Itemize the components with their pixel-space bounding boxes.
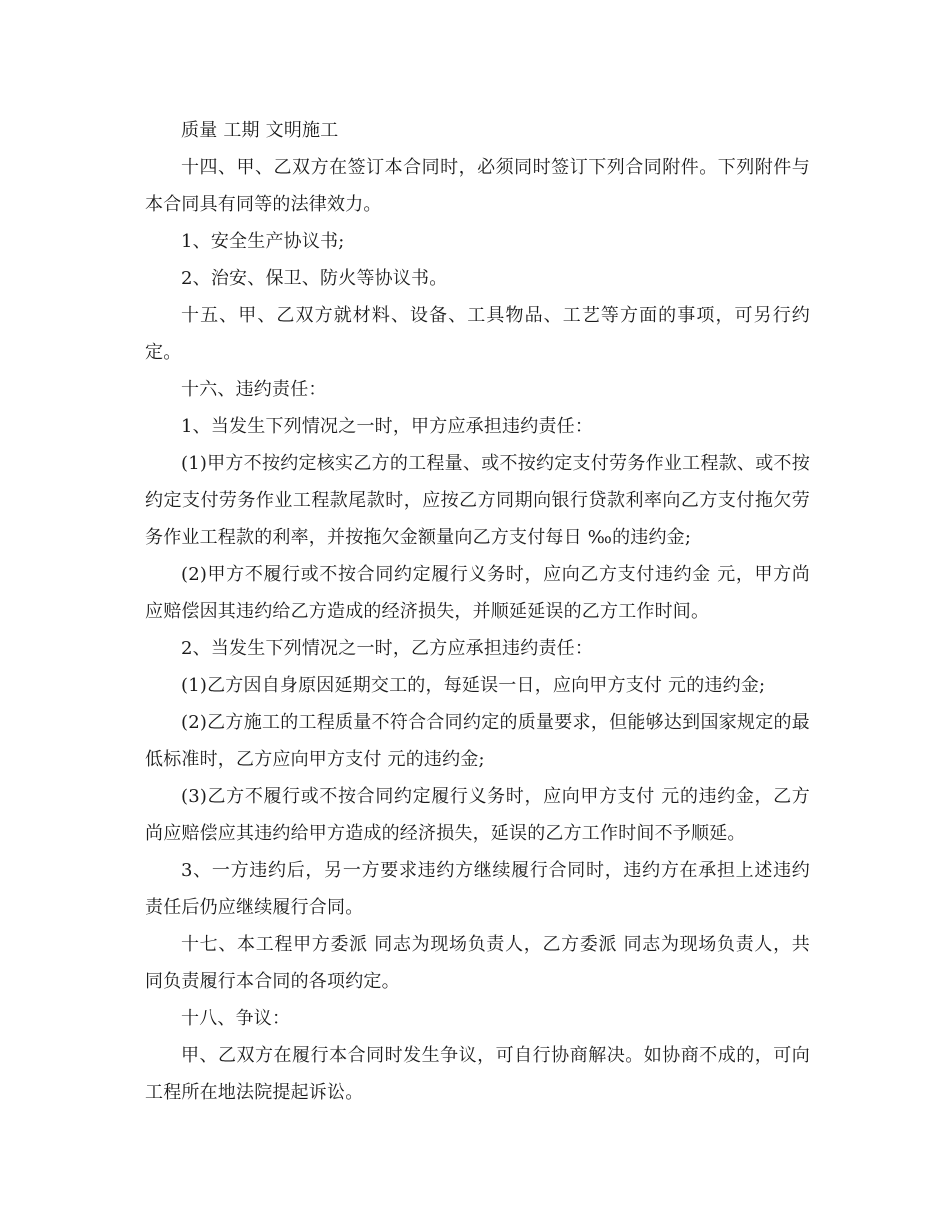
- paragraph-clause-18-heading: 十八、争议：: [181, 1008, 291, 1029]
- paragraph-clause-17: 十七、本工程甲方委派 同志为现场负责人，乙方委派 同志为现场负责人，共同负责履行本合同的各项约定。: [145, 934, 810, 992]
- paragraph-annex-2: 2、治安、保卫、防火等协议书。: [181, 268, 448, 289]
- paragraph-clause-14: 十四、甲、乙双方在签订本合同时，必须同时签订下列合同附件。下列附件与本合同具有同等的法律效力。: [145, 157, 810, 215]
- paragraph-party-b-item-1: (1)乙方因自身原因延期交工的，每延误一日，应向甲方支付 元的违约金;: [181, 675, 766, 696]
- paragraph-clause-15: 十五、甲、乙双方就材料、设备、工具物品、工艺等方面的事项，可另行约定。: [145, 305, 810, 363]
- paragraph-dispute-resolution: 甲、乙双方在履行本合同时发生争议，可自行协商解决。如协商不成的，可向工程所在地法院提起诉讼。: [145, 1045, 810, 1103]
- paragraph-party-b-liability: 2、当发生下列情况之一时，乙方应承担违约责任：: [181, 638, 594, 659]
- paragraph-party-a-item-1: (1)甲方不按约定核实乙方的工程量、或不按约定支付劳务作业工程款、或不按约定支付劳务作业工程款尾款时，应按乙方同期向银行贷款利率向乙方支付拖欠劳务作业工程款的利率，并按拖欠金额量向乙方支付每日 ‰的违约金;: [145, 453, 810, 548]
- paragraph-party-b-item-3: (3)乙方不履行或不按合同约定履行义务时，应向甲方支付 元的违约金，乙方尚应赔偿应其违约给甲方造成的经济损失，延误的乙方工作时间不予顺延。: [145, 786, 810, 844]
- paragraph-party-a-liability: 1、当发生下列情况之一时，甲方应承担违约责任：: [181, 416, 594, 437]
- paragraph-quality-schedule: 质量 工期 文明施工: [181, 120, 339, 141]
- paragraph-continue-performance: 3、一方违约后，另一方要求违约方继续履行合同时，违约方在承担上述违约责任后仍应继续履行合同。: [145, 860, 810, 918]
- document-body: [145, 112, 810, 1111]
- paragraph-clause-16-heading: 十六、违约责任：: [181, 379, 327, 400]
- paragraph-party-a-item-2: (2)甲方不履行或不按合同约定履行义务时，应向乙方支付违约金 元，甲方尚应赔偿因其违约给乙方造成的经济损失，并顺延延误的乙方工作时间。: [145, 564, 810, 622]
- paragraph-party-b-item-2: (2)乙方施工的工程质量不符合合同约定的质量要求，但能够达到国家规定的最低标准时，乙方应向甲方支付 元的违约金;: [145, 712, 810, 770]
- paragraph-annex-1: 1、安全生产协议书;: [181, 231, 345, 252]
